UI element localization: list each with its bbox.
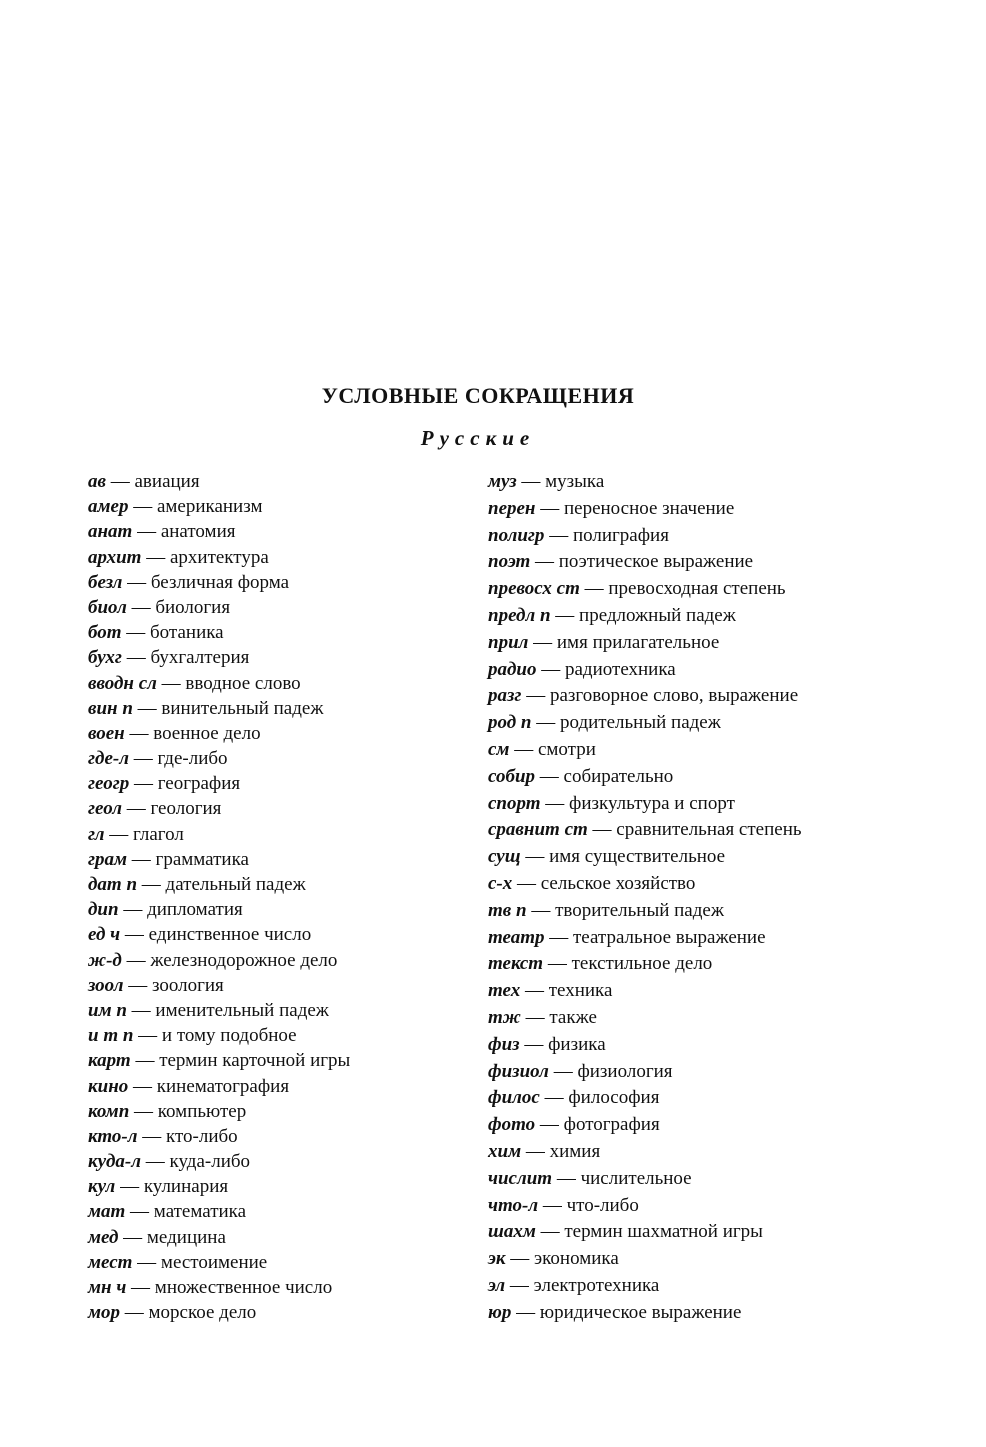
abbreviation-meaning: кулинария (143, 1176, 229, 1198)
em-dash-separator: — (156, 672, 186, 694)
abbreviation-term: прил (488, 631, 529, 653)
abbreviation-entry (88, 645, 478, 670)
abbreviation-meaning: также (549, 1006, 597, 1028)
abbreviation-entry (88, 1149, 478, 1174)
abbreviation-entry (488, 549, 958, 576)
abbreviation-entry (88, 469, 478, 494)
abbreviation-meaning: где-либо (157, 748, 228, 770)
abbreviation-entry (88, 897, 478, 922)
abbreviation-meaning: техника (548, 980, 613, 1002)
abbreviation-entry (488, 1005, 958, 1032)
abbreviation-entry (88, 796, 478, 821)
abbreviation-entry (488, 710, 958, 737)
abbreviation-meaning: превосходная степень (608, 578, 786, 600)
abbreviation-term: мест (88, 1251, 133, 1273)
abbreviation-entry (88, 1048, 478, 1073)
abbreviation-meaning: архитектура (169, 546, 269, 568)
abbreviation-term: театр (488, 926, 545, 948)
em-dash-separator: — (126, 596, 156, 618)
abbreviation-entry (488, 1219, 958, 1246)
abbreviation-term: фото (488, 1114, 536, 1136)
em-dash-separator: — (535, 765, 564, 787)
abbreviation-entry (88, 746, 478, 771)
abbreviation-term: мн ч (88, 1277, 127, 1298)
abbreviation-meaning: сравнительная степень (616, 819, 802, 841)
em-dash-separator: — (128, 1075, 157, 1097)
em-dash-separator: — (118, 1226, 147, 1248)
abbreviation-entry (88, 998, 478, 1023)
abbreviation-meaning: глагол (133, 823, 184, 845)
em-dash-separator: — (104, 823, 134, 845)
abbreviation-entry (488, 1059, 958, 1086)
abbreviation-term: с-х (488, 872, 513, 894)
em-dash-separator: — (516, 471, 546, 492)
em-dash-separator: — (106, 471, 135, 492)
abbreviation-meaning: анатомия (160, 521, 236, 543)
abbreviation-entry (488, 1273, 958, 1300)
abbreviation-term: мор (88, 1302, 121, 1324)
abbreviation-entry (88, 872, 478, 897)
abbreviation-entry (488, 603, 958, 630)
em-dash-separator: — (120, 924, 149, 946)
abbreviation-meaning: грамматика (155, 848, 249, 870)
abbreviation-entry (88, 1124, 478, 1149)
abbreviation-meaning: что-либо (566, 1194, 639, 1216)
abbreviation-term: геол (88, 798, 122, 820)
abbreviation-meaning: ботаника (150, 622, 224, 644)
em-dash-separator: — (130, 1050, 160, 1072)
abbreviation-term: геогр (88, 773, 130, 795)
abbreviation-entry (88, 973, 478, 998)
abbreviation-term: и т п (88, 1025, 134, 1047)
abbreviation-entry (88, 545, 478, 570)
em-dash-separator: — (520, 846, 550, 868)
abbreviation-term: бухг (88, 647, 122, 669)
abbreviation-meaning: юридическое выражение (539, 1301, 742, 1323)
abbreviation-entry (488, 1032, 958, 1059)
abbreviation-entry (88, 1300, 478, 1325)
em-dash-separator: — (128, 748, 158, 770)
em-dash-separator: — (552, 1167, 581, 1189)
abbreviation-term: ав (88, 471, 106, 492)
em-dash-separator: — (520, 980, 549, 1002)
abbreviation-term: вводн сл (88, 672, 157, 694)
abbreviation-term: перен (488, 497, 536, 519)
abbreviation-meaning: именительный падеж (155, 999, 329, 1021)
em-dash-separator: — (132, 521, 161, 543)
abbreviation-term: ед ч (88, 924, 121, 946)
abbreviation-term: тв п (488, 899, 527, 921)
abbreviation-meaning: математика (153, 1201, 247, 1223)
abbreviation-meaning: смотри (537, 738, 596, 760)
em-dash-separator: — (126, 1277, 155, 1298)
abbreviation-term: текст (488, 953, 544, 975)
abbreviation-term: дат п (88, 874, 138, 895)
abbreviation-entry (488, 630, 958, 657)
em-dash-separator: — (141, 546, 170, 568)
em-dash-separator: — (535, 1221, 565, 1243)
abbreviation-entry (88, 696, 478, 721)
abbreviation-term: род п (488, 712, 532, 734)
abbreviation-meaning: кто-либо (166, 1125, 238, 1147)
page-title: УСЛОВНЫЕ СОКРАЩЕНИЯ (321, 383, 635, 408)
abbreviation-term: кино (88, 1075, 129, 1097)
abbreviation-term: сравнит ст (488, 819, 588, 841)
abbreviation-entry (88, 847, 478, 872)
em-dash-separator: — (129, 1100, 158, 1122)
abbreviation-meaning: авиация (134, 471, 200, 492)
abbreviation-term: радио (488, 658, 537, 680)
abbreviation-list-left (88, 469, 478, 1325)
em-dash-separator: — (539, 1087, 569, 1109)
abbreviation-meaning: философия (568, 1087, 660, 1109)
abbreviation-meaning: винительный падеж (161, 697, 324, 719)
em-dash-separator: — (121, 647, 151, 669)
abbreviation-entry (488, 657, 958, 684)
abbreviation-term: гл (88, 823, 105, 845)
abbreviation-term: вин п (88, 697, 133, 719)
abbreviation-meaning: полиграфия (572, 524, 669, 546)
abbreviation-entry (88, 1225, 478, 1250)
abbreviation-term: разг (488, 685, 522, 707)
abbreviation-term: безл (88, 571, 123, 593)
abbreviation-entry (488, 523, 958, 550)
abbreviation-term: см (488, 738, 510, 760)
em-dash-separator: — (121, 798, 151, 820)
abbreviation-meaning: и тому подобное (161, 1025, 297, 1047)
abbreviation-term: карт (88, 1050, 131, 1072)
em-dash-separator: — (511, 1301, 540, 1323)
abbreviation-term: полигр (488, 524, 545, 546)
em-dash-separator: — (505, 1248, 535, 1270)
abbreviation-meaning: физика (548, 1033, 606, 1055)
abbreviation-entry (88, 1275, 478, 1300)
em-dash-separator: — (528, 631, 557, 653)
em-dash-separator: — (132, 1251, 161, 1273)
abbreviation-meaning: химия (549, 1140, 601, 1162)
abbreviation-meaning: компьютер (157, 1100, 247, 1122)
abbreviation-term: хим (488, 1140, 522, 1162)
abbreviation-meaning: имя существительное (549, 846, 726, 868)
abbreviation-entry (88, 620, 478, 645)
em-dash-separator: — (133, 1025, 162, 1047)
abbreviation-term: куда-л (88, 1151, 142, 1173)
abbreviation-entry (488, 817, 958, 844)
abbreviation-entry (88, 721, 478, 746)
em-dash-separator: — (137, 874, 166, 895)
abbreviation-term: комп (88, 1100, 130, 1122)
abbreviation-term: муз (488, 471, 517, 492)
abbreviation-entry (488, 791, 958, 818)
em-dash-separator: — (530, 551, 559, 573)
em-dash-separator: — (127, 848, 156, 870)
abbreviation-term: сущ (488, 846, 521, 868)
abbreviation-meaning: военное дело (153, 722, 261, 744)
abbreviation-entry (488, 576, 958, 603)
em-dash-separator: — (512, 872, 541, 894)
em-dash-separator: — (544, 524, 573, 546)
abbreviation-term: воен (88, 722, 125, 744)
abbreviation-meaning: творительный падеж (555, 899, 724, 921)
abbreviation-entry (488, 898, 958, 925)
abbreviation-meaning: предложный падеж (579, 604, 736, 626)
em-dash-separator: — (548, 1060, 578, 1082)
abbreviation-term: эк (488, 1248, 506, 1270)
abbreviation-entry (88, 1099, 478, 1124)
abbreviation-entry (88, 1199, 478, 1224)
em-dash-separator: — (126, 999, 156, 1021)
abbreviation-term: кул (88, 1176, 116, 1198)
abbreviation-meaning: электротехника (533, 1274, 660, 1296)
abbreviation-entry (488, 683, 958, 710)
em-dash-separator: — (519, 1033, 549, 1055)
em-dash-separator: — (137, 1125, 166, 1147)
abbreviation-term: ж-д (88, 949, 122, 971)
abbreviation-entry (88, 1174, 478, 1199)
abbreviation-entry (488, 978, 958, 1005)
abbreviation-meaning: морское дело (148, 1302, 257, 1324)
em-dash-separator: — (121, 622, 151, 644)
abbreviation-entry (488, 951, 958, 978)
abbreviation-entry (88, 1074, 478, 1099)
abbreviation-entry (488, 469, 958, 496)
em-dash-separator: — (123, 974, 152, 996)
em-dash-separator: — (521, 685, 550, 707)
abbreviation-entry (88, 771, 478, 796)
em-dash-separator: — (124, 722, 154, 744)
em-dash-separator: — (141, 1151, 170, 1173)
abbreviation-meaning: текстильное дело (571, 953, 713, 975)
em-dash-separator: — (118, 899, 148, 921)
abbreviation-entry (488, 1139, 958, 1166)
abbreviation-term: эл (488, 1274, 506, 1296)
abbreviation-meaning: множественное число (154, 1277, 333, 1298)
abbreviation-meaning: экономика (534, 1248, 619, 1270)
abbreviation-meaning: американизм (156, 496, 263, 518)
abbreviation-entry (88, 595, 478, 620)
em-dash-separator: — (505, 1274, 534, 1296)
abbreviation-entry (488, 1193, 958, 1220)
abbreviation-meaning: числительное (580, 1167, 692, 1189)
abbreviation-term: юр (488, 1301, 512, 1323)
abbreviation-entry (488, 871, 958, 898)
abbreviation-entry (488, 1166, 958, 1193)
abbreviation-entry (488, 1246, 958, 1273)
abbreviation-meaning: переносное значение (563, 497, 735, 519)
em-dash-separator: — (531, 712, 560, 734)
abbreviation-entry (88, 1250, 478, 1275)
abbreviation-entry (88, 671, 478, 696)
abbreviation-term: анат (88, 521, 133, 543)
abbreviation-meaning: вводное слово (185, 672, 301, 694)
abbreviation-meaning: дательный падеж (165, 874, 306, 895)
em-dash-separator: — (579, 578, 609, 600)
abbreviation-term: физиол (488, 1060, 549, 1082)
abbreviation-term: зоол (88, 974, 124, 996)
abbreviation-meaning: физкультура и спорт (569, 792, 735, 814)
abbreviation-term: предл п (488, 604, 551, 626)
em-dash-separator: — (535, 497, 564, 519)
abbreviation-entry (88, 519, 478, 544)
em-dash-separator: — (120, 1302, 149, 1324)
em-dash-separator: — (520, 1006, 550, 1028)
abbreviation-term: превосх ст (488, 578, 580, 600)
em-dash-separator: — (535, 1114, 564, 1136)
em-dash-separator: — (125, 1201, 154, 1223)
abbreviation-term: им п (88, 999, 127, 1021)
abbreviation-list-right (488, 469, 958, 1327)
abbreviation-meaning: кинематография (156, 1075, 290, 1097)
abbreviation-entry (88, 494, 478, 519)
abbreviation-meaning: единственное число (148, 924, 312, 946)
abbreviation-entry (88, 948, 478, 973)
section-subtitle: Русские (420, 426, 536, 450)
abbreviation-meaning: имя прилагательное (556, 631, 720, 653)
em-dash-separator: — (121, 949, 151, 971)
abbreviation-entry (488, 844, 958, 871)
abbreviation-meaning: физиология (577, 1060, 673, 1082)
abbreviation-meaning: зоология (151, 974, 224, 996)
em-dash-separator: — (128, 496, 157, 518)
abbreviation-term: кто-л (88, 1125, 138, 1147)
abbreviation-term: амер (88, 496, 129, 518)
abbreviation-term: числит (488, 1167, 553, 1189)
abbreviation-entry (488, 925, 958, 952)
abbreviation-meaning: география (157, 773, 241, 795)
abbreviation-term: шахм (488, 1221, 536, 1243)
abbreviation-term: поэт (488, 551, 531, 573)
abbreviation-entry (488, 1300, 958, 1327)
abbreviation-term: тех (488, 980, 521, 1002)
em-dash-separator: — (509, 738, 538, 760)
abbreviation-entry (488, 737, 958, 764)
abbreviation-meaning: геология (150, 798, 222, 820)
abbreviation-meaning: биология (155, 596, 231, 618)
em-dash-separator: — (538, 1194, 567, 1216)
abbreviation-meaning: дипломатия (147, 899, 243, 921)
abbreviation-meaning: сельское хозяйство (540, 872, 696, 894)
abbreviation-term: тж (488, 1006, 521, 1028)
em-dash-separator: — (129, 773, 158, 795)
abbreviation-meaning: бухгалтерия (150, 647, 250, 669)
abbreviation-entry (88, 922, 478, 947)
abbreviation-meaning: собирательно (563, 765, 674, 787)
em-dash-separator: — (132, 697, 162, 719)
abbreviation-term: биол (88, 596, 127, 618)
abbreviation-meaning: местоимение (160, 1251, 268, 1273)
em-dash-separator: — (115, 1176, 144, 1198)
abbreviation-entry (88, 570, 478, 595)
em-dash-separator: — (526, 899, 556, 921)
abbreviation-term: физ (488, 1033, 520, 1055)
abbreviation-term: дип (88, 899, 119, 921)
abbreviation-entry (488, 496, 958, 523)
abbreviation-meaning: театральное выражение (573, 926, 766, 948)
abbreviation-entry (488, 764, 958, 791)
abbreviation-term: архит (88, 546, 142, 568)
abbreviation-meaning: железнодорожное дело (150, 949, 338, 971)
abbreviation-meaning: безличная форма (150, 571, 290, 593)
em-dash-separator: — (540, 792, 570, 814)
abbreviation-meaning: поэтическое выражение (558, 551, 754, 573)
em-dash-separator: — (550, 604, 580, 626)
em-dash-separator: — (122, 571, 151, 593)
em-dash-separator: — (543, 953, 572, 975)
em-dash-separator: — (521, 1140, 550, 1162)
abbreviation-entry (488, 1112, 958, 1139)
em-dash-separator: — (587, 819, 617, 841)
abbreviation-meaning: термин карточной игры (159, 1050, 351, 1072)
abbreviation-meaning: музыка (545, 471, 605, 492)
abbreviation-meaning: радиотехника (565, 658, 676, 680)
abbreviation-term: филос (488, 1087, 540, 1109)
abbreviation-meaning: фотография (563, 1114, 660, 1136)
em-dash-separator: — (544, 926, 573, 948)
abbreviation-meaning: медицина (146, 1226, 226, 1248)
abbreviation-term: что-л (488, 1194, 539, 1216)
em-dash-separator: — (536, 658, 565, 680)
abbreviation-entry (88, 1023, 478, 1048)
abbreviation-term: мат (88, 1201, 126, 1223)
abbreviation-meaning: термин шахматной игры (564, 1221, 763, 1243)
abbreviation-term: собир (488, 765, 536, 787)
abbreviation-term: мед (88, 1226, 119, 1248)
abbreviation-meaning: родительный падеж (560, 712, 721, 734)
abbreviation-entry (488, 1085, 958, 1112)
abbreviation-entry (88, 822, 478, 847)
abbreviation-term: грам (88, 848, 128, 870)
abbreviation-meaning: куда-либо (169, 1151, 251, 1173)
abbreviation-term: спорт (488, 792, 541, 814)
abbreviation-term: бот (88, 622, 122, 644)
abbreviation-meaning: разговорное слово, выражение (549, 685, 799, 707)
abbreviation-term: где-л (88, 748, 129, 770)
